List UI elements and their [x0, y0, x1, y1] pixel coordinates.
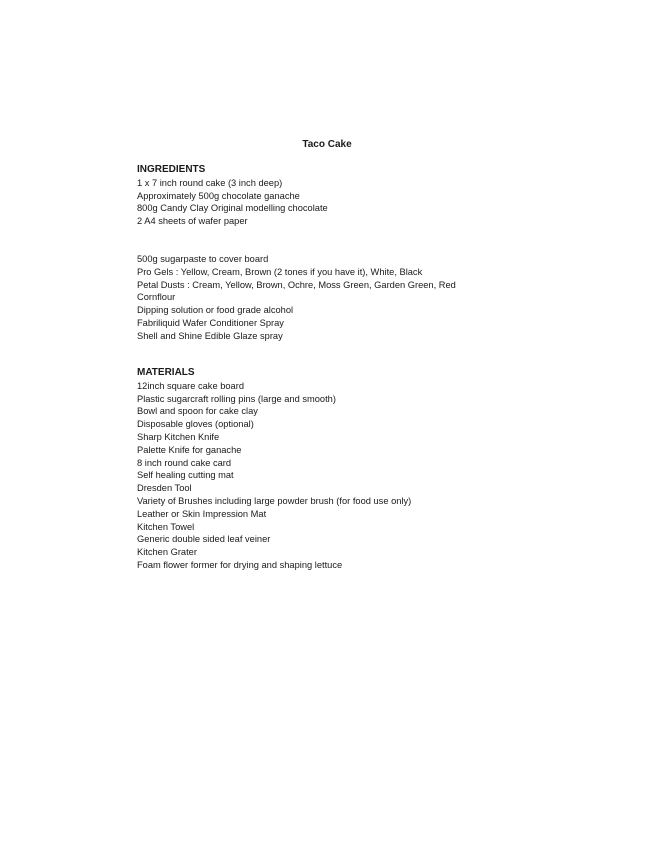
- list-item: Cornflour: [137, 292, 176, 303]
- list-item: Disposable gloves (optional): [137, 419, 254, 430]
- list-item: Dresden Tool: [137, 483, 192, 494]
- document-title: Taco Cake: [302, 139, 352, 150]
- list-item: Pro Gels : Yellow, Cream, Brown (2 tones if you have it), White, Black: [137, 266, 423, 277]
- list-item: Dipping solution or food grade alcohol: [137, 305, 294, 316]
- list-item: Kitchen Towel: [137, 521, 195, 532]
- list-item: 1 x 7 inch round cake (3 inch deep): [137, 177, 283, 188]
- list-item: Variety of Brushes including large powder brush (for food use only): [137, 495, 412, 506]
- ingredients-section: [137, 164, 537, 228]
- list-item: Sharp Kitchen Knife: [137, 431, 220, 442]
- extras-section: [137, 253, 537, 343]
- list-item: 12inch square cake board: [137, 380, 244, 391]
- document-title-row: [0, 139, 652, 151]
- list-item: Kitchen Grater: [137, 547, 197, 558]
- list-item: Petal Dusts : Cream, Yellow, Brown, Ochre, Moss Green, Garden Green, Red: [137, 279, 456, 290]
- list-item: Generic double sided leaf veiner: [137, 534, 271, 545]
- list-item: 8 inch round cake card: [137, 457, 232, 468]
- list-item: Foam flower former for drying and shaping lettuce: [137, 559, 343, 570]
- list-item: Palette Knife for ganache: [137, 444, 242, 455]
- list-item: 500g sugarpaste to cover board: [137, 254, 269, 264]
- extras-list: [137, 253, 537, 343]
- list-item: Fabriliquid Wafer Conditioner Spray: [137, 317, 284, 328]
- ingredients-list: [137, 177, 537, 228]
- list-item: Bowl and spoon for cake clay: [137, 406, 258, 417]
- list-item: Shell and Shine Edible Glaze spray: [137, 330, 283, 341]
- list-item: Self healing cutting mat: [137, 470, 234, 481]
- list-item: 2 A4 sheets of wafer paper: [137, 216, 248, 227]
- list-item: Approximately 500g chocolate ganache: [137, 190, 300, 201]
- list-item: Plastic sugarcraft rolling pins (large and smooth): [137, 393, 336, 404]
- materials-section: [137, 367, 537, 572]
- materials-heading: MATERIALS: [137, 367, 195, 378]
- ingredients-heading: INGREDIENTS: [137, 164, 206, 175]
- list-item: Leather or Skin Impression Mat: [137, 508, 267, 519]
- materials-list: [137, 380, 537, 572]
- list-item: 800g Candy Clay Original modelling chocolate: [137, 203, 328, 214]
